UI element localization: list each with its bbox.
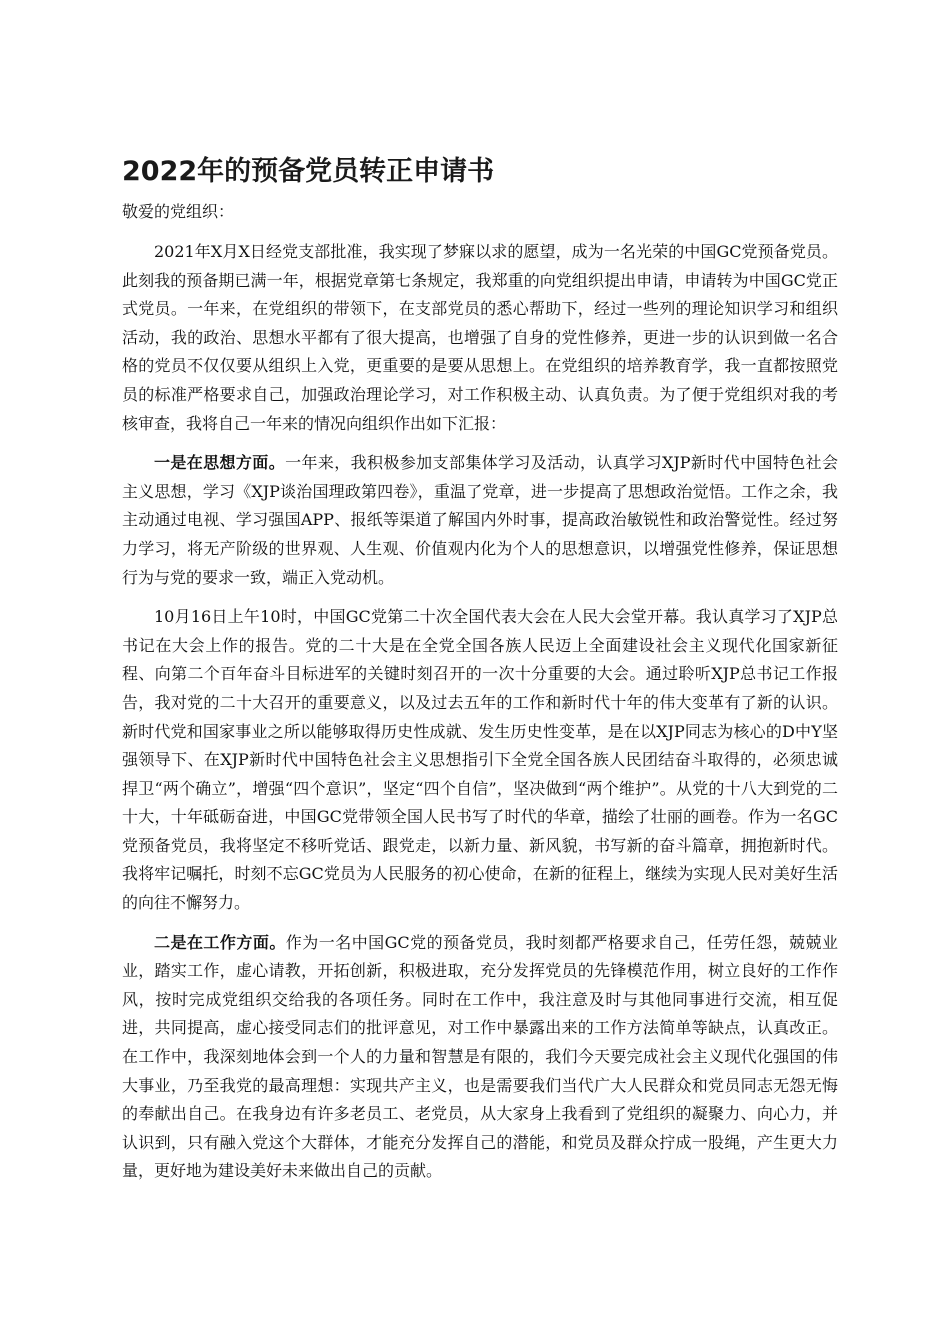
paragraph-text: 一年来，我积极参加支部集体学习及活动，认真学习XJP新时代中国特色社会主义思想，学习《XJP谈治国理政第四卷》，重温了党章，进一步提高了思想政治觉悟。工作之余，我主动通过电视、学习强国APP、报纸等渠道了解国内外时事，提高政治敏锐性和政治警觉性。经过努力学习，将无产阶级的世界观、人生观、价值观内化为个人的思想意识，以增强党性修养，保证思想行为与党的要求一致，端正入党动机。: [122, 453, 838, 587]
paragraph-intro: [122, 238, 838, 438]
paragraph-work: [122, 929, 838, 1186]
paragraph-text: 作为一名中国GC党的预备党员，我时刻都严格要求自己，任劳任怨，兢兢业业，踏实工作，虚心请教，开拓创新，积极进取，充分发挥党员的先锋模范作用，树立良好的工作作风，按时完成党组织交给我的各项任务。同时在工作中，我注意及时与其他同事进行交流，相互促进，共同提高，虚心接受同志们的批评意见，对工作中暴露出来的工作方法简单等缺点，认真改正。在工作中，我深刻地体会到一个人的力量和智慧是有限的，我们今天要完成社会主义现代化强国的伟大事业，乃至我党的最高理想：实现共产主义，也是需要我们当代广大人民群众和党员同志无怨无悔的奉献出自己。在我身边有许多老员工、老党员，从大家身上我看到了党组织的凝聚力、向心力，并认识到，只有融入党这个大群体，才能充分发挥自己的潜能，和党员及群众拧成一股绳，产生更大力量，更好地为建设美好未来做出自己的贡献。: [122, 932, 838, 1181]
document-title: 2022年的预备党员转正申请书: [122, 156, 495, 187]
paragraph-thought: [122, 449, 838, 592]
paragraph-lead: 二是在工作方面。: [154, 932, 286, 952]
greeting: 敬爱的党组织：: [122, 202, 235, 221]
document-page: [122, 150, 838, 1197]
paragraph-text: 10月16日上午10时，中国GC党第二十次全国代表大会在人民大会堂开幕。我认真学习了XJP总书记在大会上作的报告。党的二十大是在全党全国各族人民迈上全面建设社会主义现代化国家新征程、向第二个百年奋斗目标进军的关键时刻召开的一次十分重要的大会。通过聆听XJP总书记工作报告，我对党的二十大召开的重要意义，以及过去五年的工作和新时代十年的伟大变革有了新的认识。新时代党和国家事业之所以能够取得历史性成就、发生历史性变革，是在以XJP同志为核心的D中Y坚强领导下、在XJP新时代中国特色社会主义思想指引下全党全国各族人民团结奋斗取得的，必须忠诚捍卫“两个确立”，增强“四个意识”，坚定“四个自信”，坚决做到“两个维护”。从党的十八大到党的二十大，十年砥砺奋进，中国GC党带领全国人民书写了时代的华章，描绘了壮丽的画卷。作为一名GC党预备党员，我将坚定不移听党话、跟党走，以新力量、新风貌，书写新的奋斗篇章，拥抱新时代。我将牢记嘱托，时刻不忘GC党员为人民服务的初心使命，在新的征程上，继续为实现人民对美好生活的向往不懈努力。: [122, 607, 838, 913]
paragraph-lead: 一是在思想方面。: [154, 453, 286, 473]
paragraph-congress: [122, 603, 838, 918]
paragraph-text: 2021年X月X日经党支部批准，我实现了梦寐以求的愿望，成为一名光荣的中国GC党预备党员。此刻我的预备期已满一年，根据党章第七条规定，我郑重的向党组织提出申请，申请转为中国GC党正式党员。一年来，在党组织的带领下，在支部党员的悉心帮助下，经过一些列的理论知识学习和组织活动，我的政治、思想水平都有了很大提高，也增强了自身的党性修养，更进一步的认识到做一名合格的党员不仅仅要从组织上入党，更重要的是要从思想上。在党组织的培养教育学，我一直都按照党员的标准严格要求自己，加强政治理论学习，对工作积极主动、认真负责。为了便于党组织对我的考核审查，我将自己一年来的情况向组织作出如下汇报：: [122, 242, 838, 433]
